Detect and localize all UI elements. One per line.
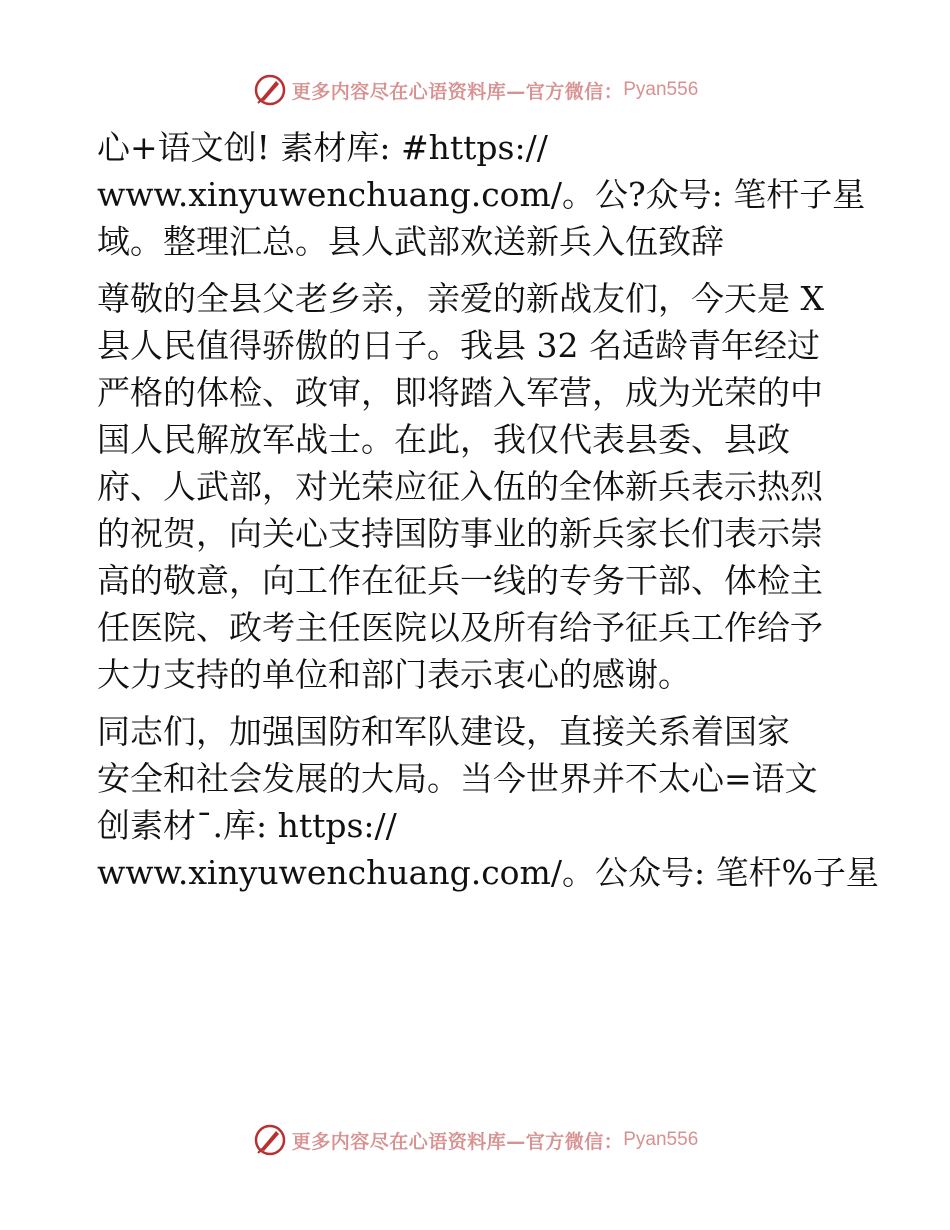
text-line: 安全和社会发展的大局。当今世界并不太心=语文 [97,759,818,798]
text-line: www.xinyuwenchuang.com/。公众号: 笔杆%子星 [97,853,879,892]
banner-text: 更多内容尽在心语资料库—官方微信： [291,1130,624,1153]
quill-pen-logo-icon [252,72,288,108]
text-line: 域。整理汇总。县人武部欢送新兵入伍致辞 [97,222,724,261]
footer-banner [0,1120,950,1160]
text-line: 府、人武部，对光荣应征入伍的全体新兵表示热烈 [97,467,823,506]
banner-text: 更多内容尽在心语资料库—官方微信： [291,80,624,103]
document-body [97,124,879,896]
text-line: 创素材¯.库: https:// [97,806,397,845]
banner-wechat-id: Pyan556 [623,79,699,100]
header-banner [0,70,950,110]
text-line: 任医院、政考主任医院以及所有给予征兵工作给予 [97,608,823,647]
paragraph [97,275,857,698]
quill-pen-logo-icon [252,1122,288,1158]
text-line: 大力支持的单位和部门表示衷心的感谢。 [97,655,691,694]
paragraph [97,124,866,265]
text-line: 国人民解放军战士。在此，我仅代表县委、县政 [97,420,790,459]
text-line: 高的敬意，向工作在征兵一线的专务干部、体检主 [97,561,823,600]
banner-wechat-id: Pyan556 [623,1129,699,1150]
text-line: 心+语文创! 素材库: #https:// [97,128,548,167]
text-line: 尊敬的全县父老乡亲，亲爱的新战友们，今天是 X [97,279,824,318]
text-line: 严格的体检、政审，即将踏入军营，成为光荣的中 [97,373,823,412]
text-line: 的祝贺，向关心支持国防事业的新兵家长们表示崇 [97,514,823,553]
paragraph [97,708,879,896]
text-line: www.xinyuwenchuang.com/。公?众号: 笔杆子星 [97,175,866,214]
text-line: 县人民值得骄傲的日子。我县 32 名适龄青年经过 [97,326,820,365]
text-line: 同志们，加强国防和军队建设，直接关系着国家 [97,712,790,751]
